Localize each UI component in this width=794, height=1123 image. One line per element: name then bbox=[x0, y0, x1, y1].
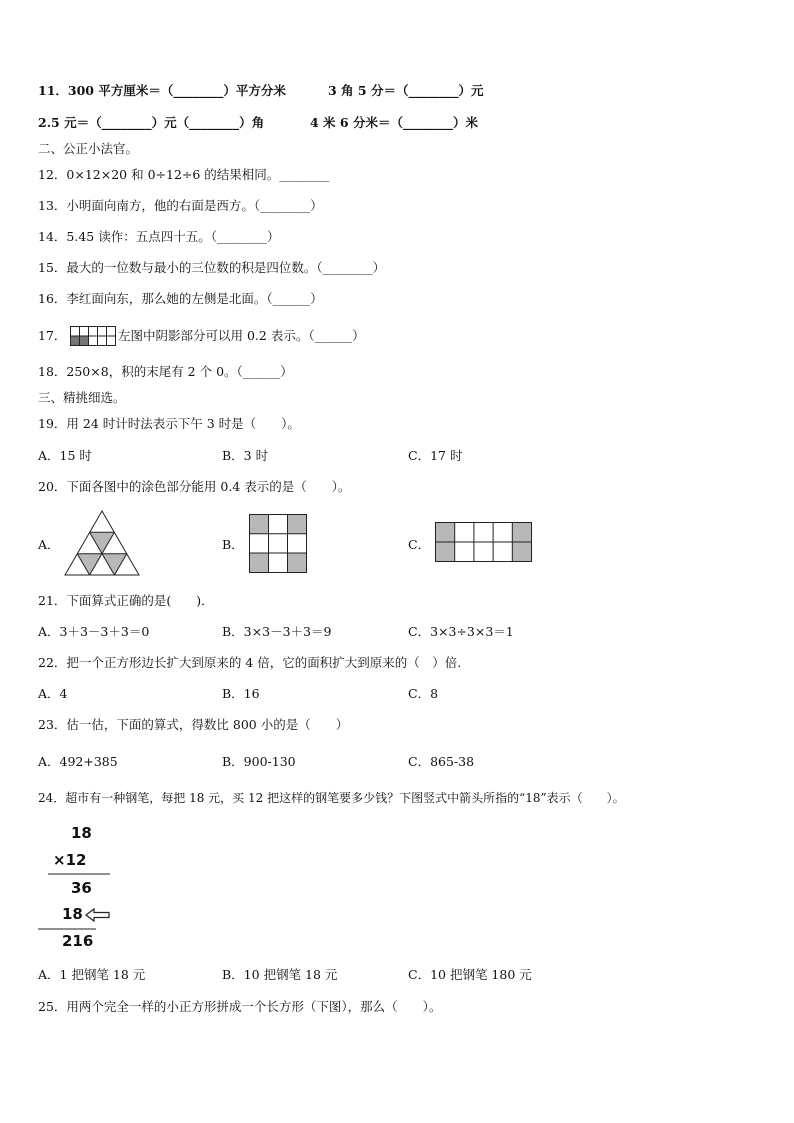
question-17-text: 左图中阴影部分可以用 0.2 表示。（______） bbox=[118, 328, 365, 343]
question-22: 22．把一个正方形边长扩大到原来的 4 倍，它的面积扩大到原来的（ ）倍. bbox=[38, 655, 462, 670]
q20-label-b: B． bbox=[222, 537, 244, 552]
q19-option-a: A．15 时 bbox=[38, 448, 92, 463]
q11-part-d: 4 米 6 分米＝（________）米 bbox=[310, 115, 478, 130]
vertical-partial-product-1: 36 bbox=[71, 879, 92, 897]
question-13: 13．小明面向南方，他的右面是西方。（________） bbox=[38, 198, 323, 213]
question-24: 24．超市有一种钢笔，每把 18 元，买 12 把这样的钢笔要多少钱？下图竖式中箭头所指的“18”表示（ ）。 bbox=[38, 791, 625, 805]
left-arrow-icon bbox=[85, 907, 111, 923]
q11-part-b: 3 角 5 分＝（________）元 bbox=[328, 83, 484, 98]
question-15: 15．最大的一位数与最小的三位数的积是四位数。（________） bbox=[38, 260, 386, 275]
q17-shaded-cell bbox=[71, 336, 80, 346]
vertical-multiplicand: 18 bbox=[71, 824, 92, 842]
vertical-rule-1 bbox=[48, 873, 112, 877]
tri-shaded bbox=[77, 554, 102, 575]
question-21: 21．下面算式正确的是( )． bbox=[38, 593, 214, 608]
section-3-heading: 三、精挑细选。 bbox=[38, 390, 126, 405]
vertical-multiplier: ×12 bbox=[53, 851, 87, 869]
question-23: 23．估一估，下面的算式，得数比 800 小的是（ ） bbox=[38, 717, 349, 732]
grid-c-shaded bbox=[512, 542, 531, 562]
q23-option-a: A．492+385 bbox=[38, 754, 118, 769]
question-17-number: 17． bbox=[38, 328, 67, 343]
question-14: 14．5.45 读作：五点四十五。（________） bbox=[38, 229, 280, 244]
q21-option-b: B．3×3－3＋3＝9 bbox=[222, 624, 332, 639]
tri-shaded bbox=[90, 532, 115, 553]
grid-c-shaded bbox=[436, 542, 455, 562]
question-25: 25．用两个完全一样的小正方形拼成一个长方形（下图），那么（ ）。 bbox=[38, 999, 442, 1014]
q11-part-c: 2.5 元＝（________）元（________）角 bbox=[38, 115, 265, 130]
q24-option-c: C．10 把钢笔 180 元 bbox=[408, 967, 532, 982]
grid-c-shaded bbox=[512, 523, 531, 543]
q20-grid-3x3-figure bbox=[249, 514, 307, 573]
vertical-result: 216 bbox=[62, 932, 94, 950]
grid-b-shaded bbox=[250, 515, 269, 534]
grid-b-shaded bbox=[250, 553, 269, 573]
q24-option-b: B．10 把钢笔 18 元 bbox=[222, 967, 338, 982]
q11-part-a: 11．300 平方厘米＝（________）平方分米 bbox=[38, 83, 286, 98]
section-2-heading: 二、公正小法官。 bbox=[38, 141, 139, 156]
question-16: 16．李红面向东，那么她的左侧是北面。（______） bbox=[38, 291, 323, 306]
question-12: 12．0×12×20 和 0÷12÷6 的结果相同。________ bbox=[38, 167, 330, 182]
grid-c-shaded bbox=[436, 523, 455, 543]
q22-option-b: B．16 bbox=[222, 686, 260, 701]
grid-b-shaded bbox=[288, 515, 307, 534]
q22-option-a: A．4 bbox=[38, 686, 68, 701]
q20-label-a: A． bbox=[38, 537, 60, 552]
q20-triangle-figure bbox=[64, 510, 140, 576]
q20-grid-2x5-figure bbox=[435, 522, 532, 562]
q23-option-b: B．900-130 bbox=[222, 754, 296, 769]
vertical-partial-product-2: 18 bbox=[62, 905, 83, 923]
q19-option-b: B．3 时 bbox=[222, 448, 269, 463]
question-19: 19．用 24 时计时法表示下午 3 时是（ ）。 bbox=[38, 416, 300, 431]
question-18: 18．250×8，积的末尾有 2 个 0。（______） bbox=[38, 364, 293, 379]
tri-shaded bbox=[102, 554, 127, 575]
q17-grid-figure bbox=[70, 326, 116, 346]
question-20: 20．下面各图中的涂色部分能用 0.4 表示的是（ ）。 bbox=[38, 479, 351, 494]
q22-option-c: C．8 bbox=[408, 686, 439, 701]
q24-option-a: A．1 把钢笔 18 元 bbox=[38, 967, 146, 982]
q21-option-a: A．3＋3－3＋3＝0 bbox=[38, 624, 150, 639]
q19-option-c: C．17 时 bbox=[408, 448, 463, 463]
grid-b-shaded bbox=[288, 553, 307, 573]
q21-option-c: C．3×3÷3×3＝1 bbox=[408, 624, 514, 639]
q17-shaded-cell bbox=[80, 336, 89, 346]
q20-label-c: C． bbox=[408, 537, 431, 552]
q23-option-c: C．865-38 bbox=[408, 754, 475, 769]
